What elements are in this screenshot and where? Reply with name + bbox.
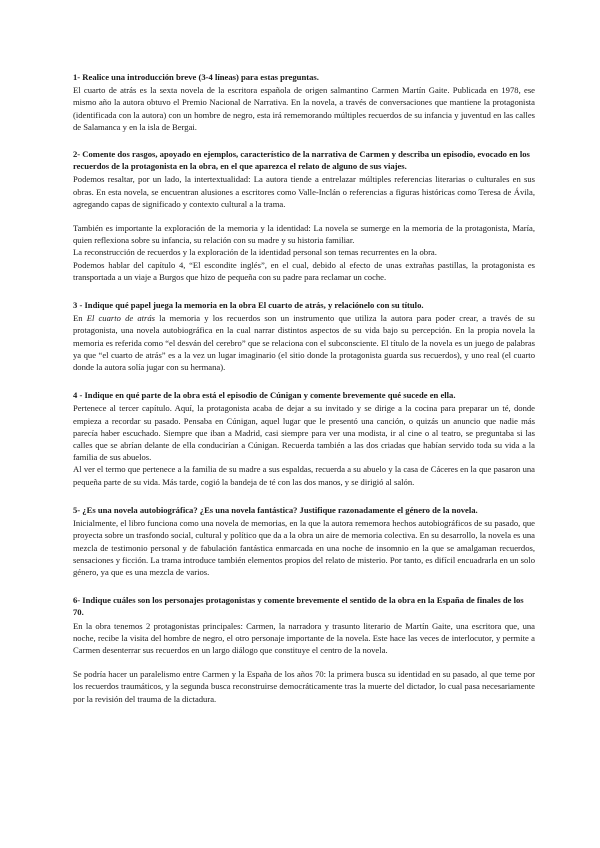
question-3-answer: [73, 312, 535, 373]
question-2-answer-paragraph-2: También es importante la exploración de la memoria y la identidad: La novela se sumerge en la memoria de la protagonista, María, quien reflexiona sobre su infancia, su relación con su madre y su historia familiar.: [73, 223, 535, 246]
question-4-title: 4 - Indique en qué parte de la obra está el episodio de Cúnigan y comente brevemente qué sucede en ella.: [73, 390, 456, 401]
document-page: [73, 71, 535, 705]
question-2-title: 2- Comente dos rasgos, apoyado en ejemplos, característico de la narrativa de Carmen y describa un episodio, evocado en los recuerdos de la protagonista en la obra, en el que aparezca el relato de alguno de sus viajes.: [73, 149, 530, 172]
question-3-title: 3 - Indique qué papel juega la memoria en la obra El cuarto de atrás, y relaciónelo con su título.: [73, 300, 424, 311]
question-3-answer-rest: la memoria y los recuerdos son un instrumento que utiliza la autora para poder crear, a través de su protagonista, una novela autobiográfica en la cual narrar distintos aspectos de su vida bajo su percepción. En la propia novela la memoria es referida como “el desván del cerebro” que se relaciona con el subconsciente. El título de la novela es un juego de palabras ya que “el cuarto de atrás” es a la vez un lugar imaginario (el sitio donde la protagonista guarda sus recuerdos), y uno real (el cuarto donde la autora solía jugar con su hermana).: [73, 313, 535, 373]
question-6-answer-paragraph-1: En la obra tenemos 2 protagonistas principales: Carmen, la narradora y trasunto literario de Martín Gaite, una escritora que, una noche, recibe la visita del hombre de negro, el otro personaje importante de la novela. Este hace las veces de interlocutor, y permite a Carmen desenterrar sus recuerdos en un largo diálogo que constituye el centro de la novela.: [73, 620, 535, 655]
question-2-answer-paragraph-1: Podemos resaltar, por un lado, la intertextualidad: La autora tiende a entrelazar múltiples referencias literarias o culturales en sus obras. En esta novela, se encuentran alusiones a escritores como Valle-Inclán o referencias a figuras históricas como Teresa de Ávila, agregando capas de significado y contexto cultural a la trama.: [73, 174, 535, 209]
question-4-answer-paragraph-2: Al ver el termo que pertenece a la familia de su madre a sus espaldas, recuerda a su abuelo y la casa de Cáceres en la que pasaron una pequeña parte de su vida. Más tarde, cogió la bandeja de té con las dos manos, y se dirigió al salón.: [73, 464, 535, 487]
question-2-answer-paragraph-3: La reconstrucción de recuerdos y la exploración de la identidad personal son temas recurrentes en la obra.: [73, 247, 437, 258]
question-2-answer-paragraph-4: Podemos hablar del capítulo 4, “El escondite inglés”, en el cual, debido al efecto de unas extrañas pastillas, la protagonista es transportada a un viaje a Burgos que hizo de pequeña con su padre para reclamar un coche.: [73, 259, 535, 282]
book-title-italic: El cuarto de atrás: [86, 313, 156, 324]
question-4-answer-paragraph-1: Pertenece al tercer capítulo. Aquí, la protagonista acaba de dejar a su invitado y se dirige a la cocina para preparar un té, donde empieza a recordar su pasado. Pensaba en Cúnigan, aquel lugar que le presentó una canción, o quizás un anuncio que nadie más parecía haber escuchado. Siempre que iban a Madrid, casi siempre para ver una modista, ir al cine o al teatro, se preguntaba si las calles que se abrían delante de ella conducirían a Cúnigan. Recuerda también a las dos criadas que habían servido toda su vida a la familia de sus abuelos.: [73, 403, 535, 463]
question-6-title: 6- Indique cuáles son los personajes protagonistas y comente brevemente el sentido de la obra en la España de finales de los 70.: [73, 595, 524, 618]
question-5-answer: Inicialmente, el libro funciona como una novela de memorias, en la que la autora rememora hechos autobiográficos de su pasado, que proyecta sobre un trasfondo social, cultural y político que da a la obra un aire de memoria colectiva. En su desarrollo, la novela es una mezcla de testimonio personal y de fabulación fantástica enmarcada en una noche de insomnio en la que se amalgaman recuerdos, sensaciones y ficción. La trama introduce también elementos propios del relato de misterio. Por tanto, es difícil encuadrarla en un solo género, ya que es una mezcla de varios.: [73, 518, 535, 577]
question-1-answer: El cuarto de atrás es la sexta novela de la escritora española de origen salmantino Carmen Martín Gaite. Publicada en 1978, ese mismo año la autora obtuvo el Premio Nacional de Narrativa. En la novela, a través de conversaciones que mantiene la protagonista (identificada con la autora) con un hombre de negro, esta irá rememorando múltiples recuerdos de su infancia y juventud en las calles de Salamanca y en la isla de Bergai.: [73, 85, 535, 132]
question-5-title: 5- ¿Es una novela autobiográfica? ¿Es una novela fantástica? Justifique razonadamente el género de la novela.: [73, 504, 478, 515]
question-3-answer-start: En: [73, 313, 87, 324]
question-6-answer-paragraph-2: Se podría hacer un paralelismo entre Carmen y la España de los años 70: la primera busca su identidad en su pasado, al que teme por los recuerdos traumáticos, y la segunda busca reconstruirse democráticamente tras la muerte del dictador, lo cual pasa necesariamente por la revisión del trauma de la dictadura.: [73, 669, 535, 704]
question-1-title: 1- Realice una introducción breve (3-4 líneas) para estas preguntas.: [73, 72, 319, 82]
